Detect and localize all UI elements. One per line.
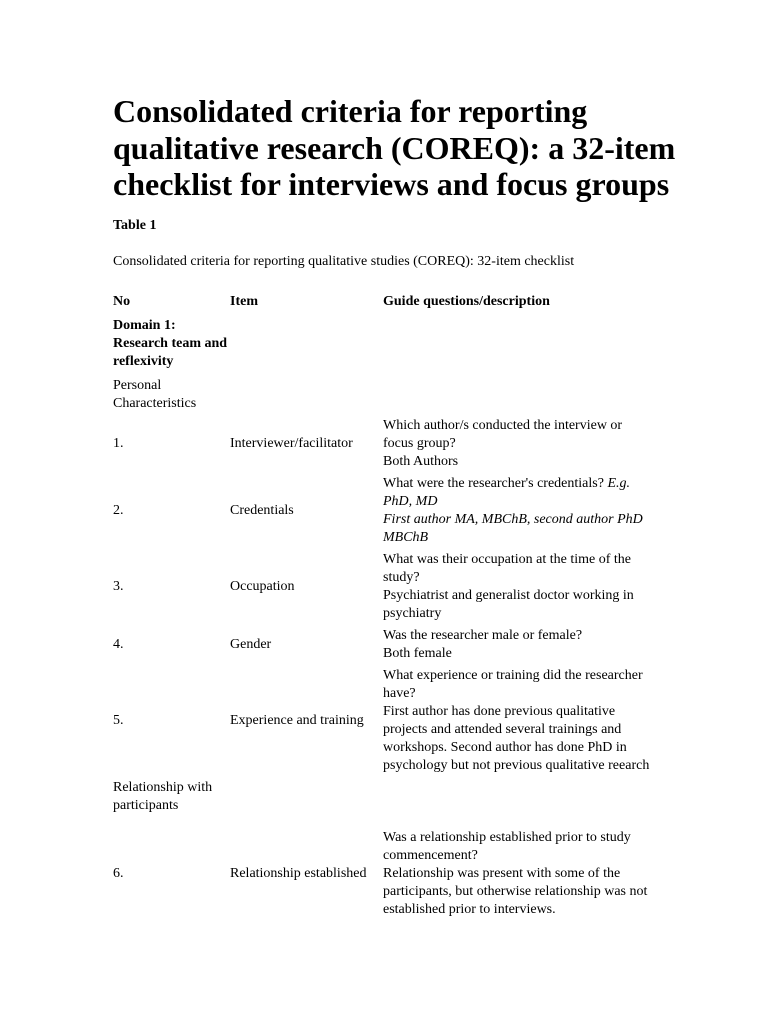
row-guide bbox=[383, 475, 653, 547]
table-row bbox=[113, 417, 673, 471]
domain-heading: Domain 1: Research team and reflexivity bbox=[113, 318, 228, 369]
row-item: Occupation bbox=[230, 579, 295, 594]
row-item: Credentials bbox=[230, 503, 294, 518]
row-example: E.g. PhD, MD bbox=[383, 476, 631, 509]
row-answer: Both female bbox=[383, 646, 452, 661]
row-answer: First author has done previous qualitative projects and attended several trainings and workshops. Second author has done PhD in psychology but not previous qualitative reearch bbox=[383, 704, 650, 773]
header-guide: Guide questions/description bbox=[383, 294, 550, 309]
table-caption: Consolidated criteria for reporting qualitative studies (COREQ): 32-item checklist bbox=[113, 254, 575, 269]
row-answer: Relationship was present with some of the participants, but otherwise relationship was not established prior to interviews. bbox=[383, 866, 648, 917]
subheading-personal: Personal Characteristics bbox=[113, 378, 197, 411]
row-item: Gender bbox=[230, 637, 272, 652]
row-number: 3. bbox=[113, 579, 124, 594]
table-row bbox=[113, 829, 673, 919]
row-guide bbox=[383, 551, 653, 623]
table-row bbox=[113, 627, 673, 663]
header-no: No bbox=[113, 294, 131, 309]
row-question-wrap bbox=[383, 475, 653, 511]
row-item: Experience and training bbox=[230, 713, 364, 728]
subheading-relationship: Relationship with participants bbox=[113, 780, 213, 813]
row-number: 1. bbox=[113, 436, 124, 451]
row-guide bbox=[383, 627, 653, 663]
coreq-table bbox=[113, 293, 673, 919]
row-question: Was a relationship established prior to study commencement? bbox=[383, 830, 631, 863]
row-guide bbox=[383, 417, 653, 471]
header-item: Item bbox=[230, 294, 258, 309]
table-header-row bbox=[113, 293, 673, 311]
row-number: 6. bbox=[113, 866, 124, 881]
row-question: What was their occupation at the time of the study? bbox=[383, 552, 632, 585]
row-question: What experience or training did the researcher have? bbox=[383, 668, 643, 701]
table-row bbox=[113, 551, 673, 623]
row-guide bbox=[383, 829, 653, 919]
row-answer: Both Authors bbox=[383, 454, 459, 469]
row-number: 5. bbox=[113, 713, 124, 728]
table-row bbox=[113, 667, 673, 775]
table-label: Table 1 bbox=[113, 218, 157, 233]
row-question: Which author/s conducted the interview or focus group? bbox=[383, 418, 623, 451]
subheading-row bbox=[113, 779, 673, 815]
row-number: 2. bbox=[113, 503, 124, 518]
row-guide bbox=[383, 667, 653, 775]
domain-row bbox=[113, 317, 673, 371]
row-item: Interviewer/facilitator bbox=[230, 436, 353, 451]
row-question: What were the researcher's credentials? bbox=[383, 476, 604, 491]
document-title: Consolidated criteria for reporting qualitative research (COREQ): a 32-item checklist for interviews and focus groups bbox=[113, 93, 676, 202]
row-item: Relationship established bbox=[230, 866, 367, 881]
table-row bbox=[113, 475, 673, 547]
row-question: Was the researcher male or female? bbox=[383, 628, 583, 643]
subheading-row bbox=[113, 377, 673, 413]
row-answer: Psychiatrist and generalist doctor working in psychiatry bbox=[383, 588, 634, 621]
row-number: 4. bbox=[113, 637, 124, 652]
row-answer: First author MA, MBChB, second author PhD MBChB bbox=[383, 512, 643, 545]
